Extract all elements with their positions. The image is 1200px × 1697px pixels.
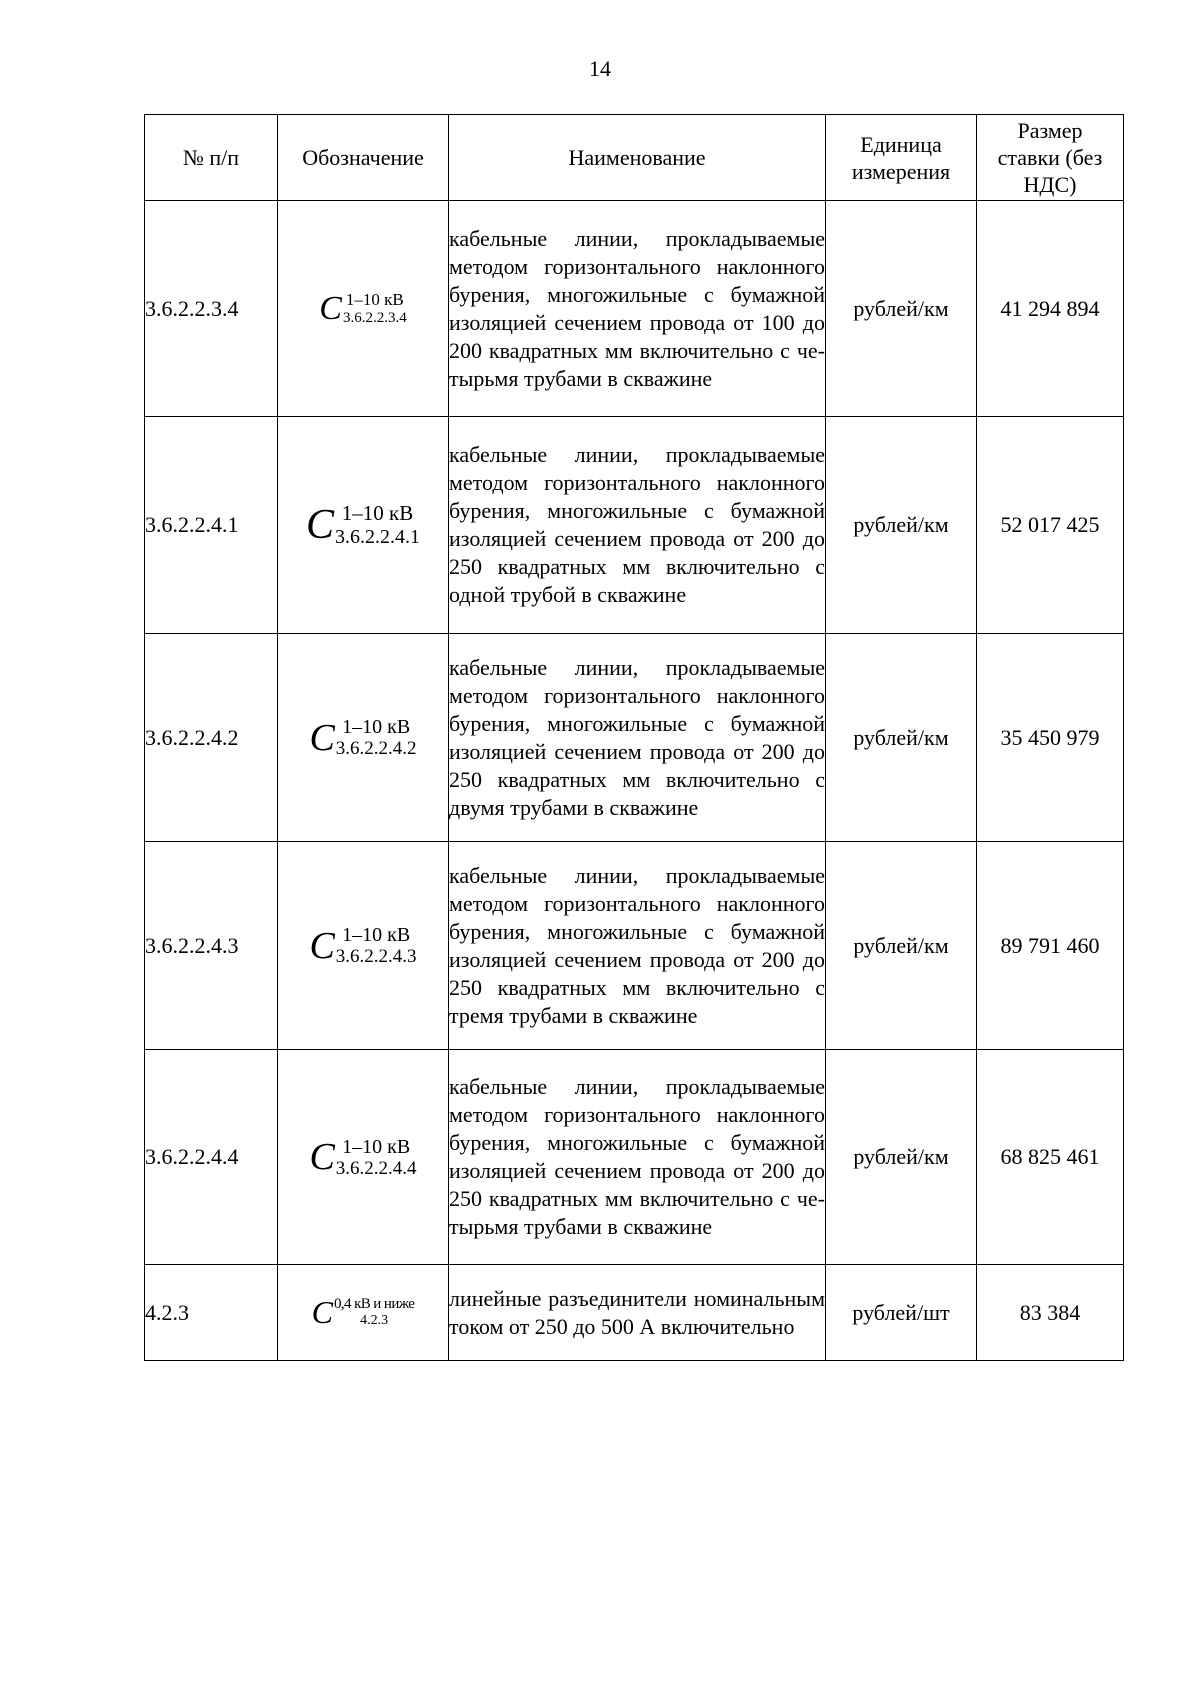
table-row	[145, 634, 1124, 842]
table-header-row	[145, 115, 1124, 201]
table-row	[145, 201, 1124, 417]
row-unit: рублей/км	[826, 634, 977, 842]
symbol-superscript: 1–10 кВ	[342, 1135, 411, 1158]
row-unit: рублей/км	[826, 1050, 977, 1265]
symbol-subscript: 3.6.2.2.4.2	[335, 738, 417, 759]
symbol-base: C	[319, 289, 342, 327]
table-row	[145, 1265, 1124, 1361]
table-row	[145, 1050, 1124, 1265]
row-symbol	[278, 201, 449, 417]
row-unit: рублей/км	[826, 417, 977, 634]
row-symbol	[278, 842, 449, 1050]
row-name: кабельные линии, прокладываемые методом горизонтального наклонного бурения, многожильные с бумажной изоляцией сечением провода от 100 до 200 квадратных мм включительно с четырьмя трубами в скважине	[449, 201, 826, 417]
row-symbol	[278, 634, 449, 842]
rate-symbol	[306, 503, 420, 547]
table-row	[145, 842, 1124, 1050]
symbol-base: C	[305, 502, 334, 548]
row-num: 3.6.2.2.4.1	[145, 417, 278, 634]
header-name: Наименование	[449, 115, 826, 201]
symbol-superscript: 0,4 кВ и ниже	[333, 1295, 415, 1312]
row-num: 3.6.2.2.3.4	[145, 201, 278, 417]
symbol-base: C	[311, 1294, 333, 1330]
symbol-superscript: 1–10 кВ	[342, 924, 411, 946]
row-rate: 68 825 461	[977, 1050, 1124, 1265]
rate-symbol	[319, 291, 406, 326]
row-num: 4.2.3	[145, 1265, 278, 1361]
symbol-subscript: 3.6.2.2.3.4	[342, 310, 407, 326]
header-rate: Размер ставки (без НДС)	[977, 115, 1124, 201]
page-number: 14	[589, 56, 611, 81]
symbol-superscript: 1–10 кВ	[341, 501, 414, 525]
symbol-subscript: 3.6.2.2.4.1	[335, 526, 420, 548]
rate-symbol	[309, 925, 416, 966]
symbol-subscript: 4.2.3	[360, 1312, 389, 1328]
row-unit: рублей/км	[826, 842, 977, 1050]
rate-symbol	[309, 1137, 416, 1178]
symbol-base: C	[309, 716, 335, 759]
symbol-base: C	[309, 924, 335, 967]
row-name: кабельные линии, прокладываемые методом горизонтального наклонного бурения, многожильные с бумажной изоляцией сечением провода от 200 до 250 квадратных мм включительно с двумя трубами в скважине	[449, 634, 826, 842]
symbol-base: C	[309, 1136, 335, 1178]
row-rate: 89 791 460	[977, 842, 1124, 1050]
row-symbol	[278, 417, 449, 634]
row-unit: рублей/шт	[826, 1265, 977, 1361]
row-name: линейные разъединители номинальным током от 250 до 500 А включительно	[449, 1265, 826, 1361]
row-symbol	[278, 1265, 449, 1361]
symbol-subscript: 3.6.2.2.4.4	[335, 1157, 417, 1179]
symbol-superscript: 1–10 кВ	[345, 290, 404, 309]
header-num: № п/п	[145, 115, 278, 201]
rates-table	[144, 114, 1124, 1361]
row-name: кабельные линии, прокладываемые методом горизонтального наклонного бурения, многожильные с бумажной изоляцией сечением провода от 200 до 250 квадратных мм включительно с одной трубой в скважине	[449, 417, 826, 634]
symbol-superscript: 1–10 кВ	[342, 716, 411, 738]
row-rate: 35 450 979	[977, 634, 1124, 842]
rate-symbol	[309, 717, 416, 758]
row-name: кабельные линии, прокладываемые методом горизонтального наклонного бурения, многожильные с бумажной изоляцией сечением провода от 200 до 250 квадратных мм включительно с тремя трубами в скважине	[449, 842, 826, 1050]
row-num: 3.6.2.2.4.3	[145, 842, 278, 1050]
row-symbol	[278, 1050, 449, 1265]
symbol-subscript: 3.6.2.2.4.3	[335, 946, 417, 967]
row-rate: 41 294 894	[977, 201, 1124, 417]
row-rate: 83 384	[977, 1265, 1124, 1361]
row-num: 3.6.2.2.4.4	[145, 1050, 278, 1265]
table-row	[145, 417, 1124, 634]
row-rate: 52 017 425	[977, 417, 1124, 634]
row-num: 3.6.2.2.4.2	[145, 634, 278, 842]
rate-symbol	[312, 1296, 415, 1328]
header-unit: Единица измерения	[826, 115, 977, 201]
header-designation: Обозначение	[278, 115, 449, 201]
row-unit: рублей/км	[826, 201, 977, 417]
row-name: кабельные линии, прокладываемые методом горизонтального наклонного бурения, многожильные с бумажной изоляцией сечением провода от 200 до 250 квадратных мм включительно с четырьмя трубами в скважине	[449, 1050, 826, 1265]
